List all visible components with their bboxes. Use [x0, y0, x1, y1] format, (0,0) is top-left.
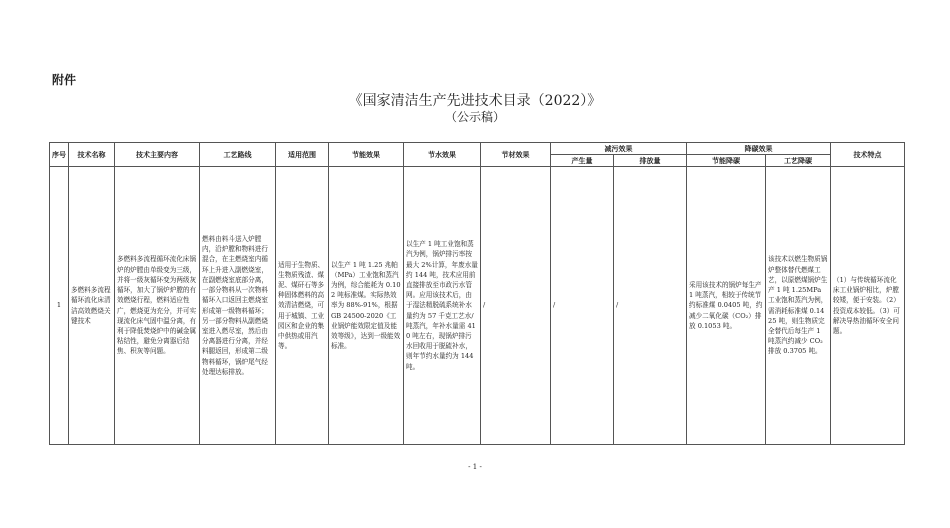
- header-seq: 序号: [50, 143, 69, 167]
- cell-process: 燃料由料斗送入炉膛内，沿炉膛和物料进行混合，在主燃烧室内循环上升进入副燃烧室，在副燃烧室底部分离，一部分物料从一次物料循环入口返回主燃烧室形成第一级物料循环；另一部分物料从副燃烧室进入燃尽室，然后由分离器进行分离，并经料腿返回，形成第二级物料循环，锅炉尾气经处理达标排放。: [200, 167, 276, 445]
- header-scope: 适用范围: [276, 143, 329, 167]
- cell-scope: 适用于生物质、生物质残渣、煤泥、煤矸石等多种固体燃料的高效清洁燃烧，可用于城镇、工业园区和企业的集中供热或用汽等。: [276, 167, 329, 445]
- table-row: [50, 167, 905, 445]
- header-pollution-generated: 产生量: [551, 155, 614, 167]
- header-carbon-process: 工艺降碳: [766, 155, 831, 167]
- header-carbon: 降碳效果: [687, 143, 831, 155]
- header-name: 技术名称: [69, 143, 115, 167]
- cell-carbon-energy: 采用该技术的锅炉每生产 1 吨蒸汽，相较于传统节约标准煤 0.0405 吨，约减少二氧化碳（CO₂）排放 0.1053 吨。: [687, 167, 766, 445]
- cell-material: /: [481, 167, 551, 445]
- document-subtitle: （公示稿）: [444, 110, 505, 124]
- technology-table: [49, 142, 905, 445]
- header-water: 节水效果: [404, 143, 481, 167]
- cell-pollution-emitted: /: [614, 167, 687, 445]
- cell-features: （1）与传统循环流化床工业锅炉相比，炉膛较矮，便于安装。（2）投资成本较低。（3）可解决导热油循环安全问题。: [831, 167, 905, 445]
- header-pollution-emitted: 排放量: [614, 155, 687, 167]
- header-energy: 节能效果: [329, 143, 404, 167]
- table-header-row: [50, 143, 905, 155]
- cell-water: 以生产 1 吨工业饱和蒸汽为例，锅炉排污率按最大 2%计算，年废水量约 144 吨，技术应用前直接排放至市政污水管网。应用该技术后，由于湿法精脱硫系统补水量约为 57 千克工艺水/吨蒸汽，年补水量需 410 吨左右，现锅炉排污水回收用于脱硫补水，则年节约水量约为 144 吨。: [404, 167, 481, 445]
- page-number: - 1 -: [468, 463, 482, 471]
- cell-seq: 1: [50, 167, 69, 445]
- cell-energy: 以生产 1 吨 1.25 兆帕（MPa）工业饱和蒸汽为例，综合能耗为 0.102 吨标准煤。实际热效率为 88%-91%，根据 GB 24500-2020《工业锅炉能效限定值及能效等级》，达到一级能效标准。: [329, 167, 404, 445]
- cell-content: 多燃料多流程循环流化床锅炉的炉膛由单级变为三级，并将一级灰循环变为两级灰循环，加大了锅炉炉膛的有效燃烧行程，燃料适应性广，燃烧更为充分，并可实现流化床气固中温分离，有利于降低焚烧炉中的碱金属粘结性，避免分离器后结焦、积灰等问题。: [115, 167, 200, 445]
- attachment-label: 附件: [52, 73, 77, 87]
- header-process: 工艺路线: [200, 143, 276, 167]
- header-pollution: 减污效果: [551, 143, 687, 155]
- header-features: 技术特点: [831, 143, 905, 167]
- cell-name: 多燃料多流程循环流化床清洁高效燃烧关键技术: [69, 167, 115, 445]
- header-material: 节材效果: [481, 143, 551, 167]
- header-content: 技术主要内容: [115, 143, 200, 167]
- cell-pollution-generated: /: [551, 167, 614, 445]
- cell-carbon-process: 该技术以燃生物质锅炉整体替代燃煤工艺，以原燃煤锅炉生产 1 吨 1.25MPa 工业饱和蒸汽为例，需消耗标准煤 0.1425 吨，则生物质完全替代后每生产 1 吨蒸汽约减少 CO₂ 排放 0.3705 吨。: [766, 167, 831, 445]
- header-carbon-energy: 节能降碳: [687, 155, 766, 167]
- document-title: 《国家清洁生产先进技术目录（2022）》: [348, 93, 602, 109]
